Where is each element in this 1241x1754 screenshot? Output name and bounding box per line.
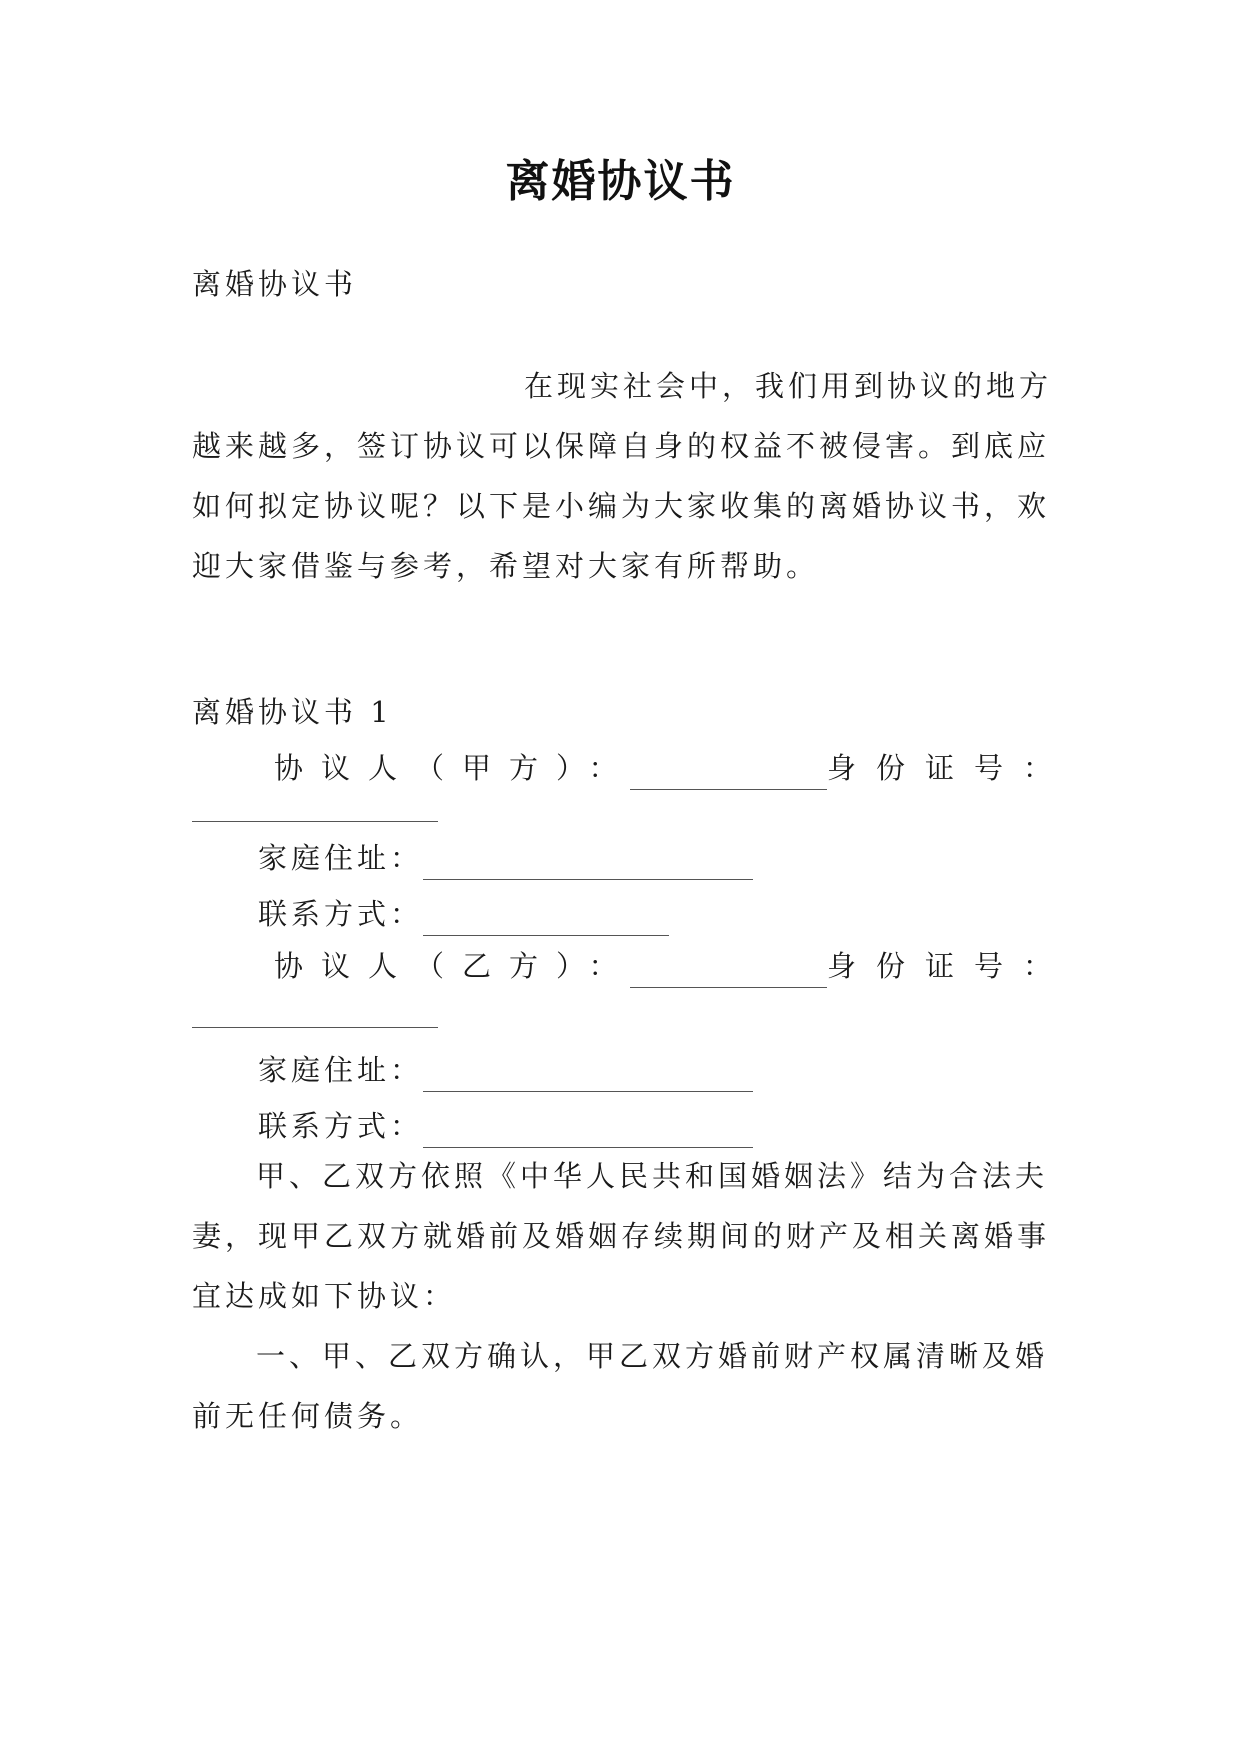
- party-a-id-blank[interactable]: [192, 820, 438, 822]
- clause-intro-paragraph: 甲、乙双方依照《中华人民共和国婚姻法》结为合法夫妻，现甲乙双方就婚前及婚姻存续期间的财产及相关离婚事宜达成如下协议：: [192, 1159, 1051, 1313]
- party-b-id-blank[interactable]: [192, 1026, 438, 1028]
- party-b-contact-blank[interactable]: [423, 1121, 753, 1148]
- page-title: 离婚协议书: [505, 156, 736, 207]
- intro-rest: 越来越多，签订协议可以保障自身的权益不被侵害。到底应如何拟定协议呢？以下是小编为大家收集的离婚协议书，欢迎大家借鉴与参考，希望对大家有所帮助。: [192, 429, 1051, 583]
- party-b-name-blank[interactable]: [630, 961, 827, 988]
- document-subtitle: 离婚协议书: [192, 267, 358, 301]
- party-a-contact-blank[interactable]: [423, 909, 669, 936]
- section-heading: 离婚协议书 1: [192, 695, 393, 729]
- party-b-label: 协议人（乙方）：: [274, 949, 636, 983]
- party-b-address-blank[interactable]: [423, 1065, 753, 1092]
- party-b-address-label: 家庭住址：: [258, 1053, 424, 1087]
- party-a-name-blank[interactable]: [630, 763, 827, 790]
- party-a-address-label: 家庭住址：: [258, 841, 424, 875]
- party-b-contact-label: 联系方式：: [258, 1109, 424, 1143]
- party-a-address-blank[interactable]: [423, 853, 753, 880]
- party-b-id-label: 身份证号：: [826, 949, 1072, 983]
- intro-paragraph: [192, 356, 1052, 596]
- party-a-label: 协议人（甲方）：: [274, 751, 636, 785]
- party-a-contact-row: [258, 892, 669, 936]
- party-b-contact-row: [258, 1104, 753, 1148]
- party-a-address-row: [258, 836, 753, 880]
- intro-first-line: 在现实社会中，我们用到协议的地方: [523, 369, 1052, 403]
- party-a-row: [192, 746, 1072, 790]
- party-a-id-label: 身份证号：: [826, 751, 1072, 785]
- party-a-contact-label: 联系方式：: [258, 897, 424, 931]
- clause-1-paragraph: 一、甲、乙双方确认，甲乙双方婚前财产权属清晰及婚前无任何债务。: [192, 1339, 1049, 1433]
- party-b-address-row: [258, 1048, 753, 1092]
- party-b-row: [192, 944, 1072, 988]
